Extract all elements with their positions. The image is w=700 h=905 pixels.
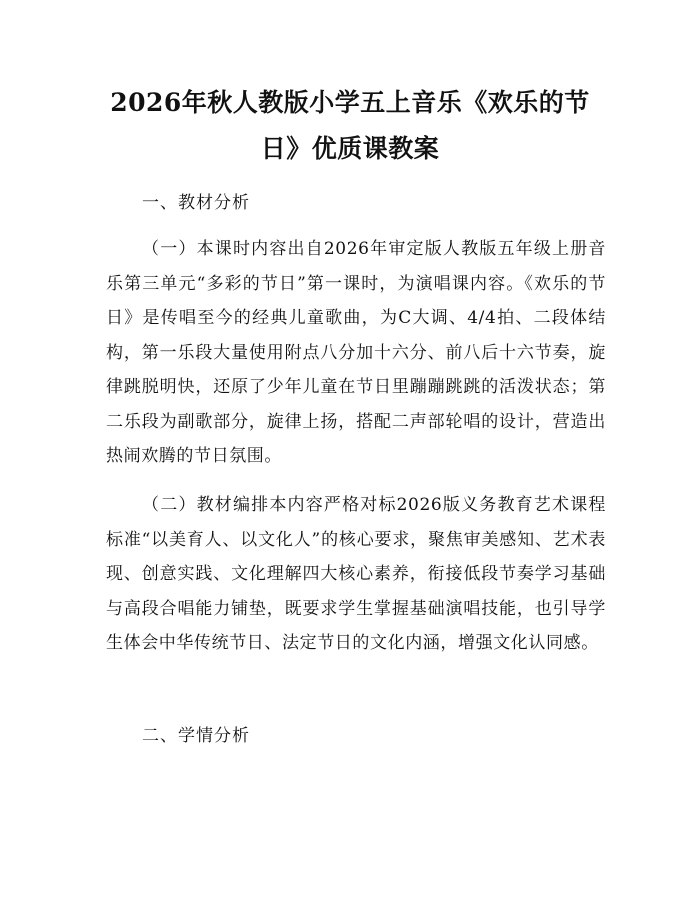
document-title-line-2: 日》优质课教案 <box>260 134 440 163</box>
section-heading-textbook-analysis: 一、教材分析 <box>142 193 250 213</box>
paragraph-curriculum-alignment: （二）教材编排本内容严格对标2026版义务教育艺术课程标准“以美育人、以文化人”的核心要求，聚焦审美感知、艺术表现、创意实践、文化理解四大核心素养，衔接低段节奏学习基础与高段合唱能力铺垫，既要求学生掌握基础演唱技能，也引导学生体会中华传统节日、法定节日的文化内涵，增强文化认同感。 <box>106 495 606 653</box>
section-heading-learner-analysis: 二、学情分析 <box>142 726 250 746</box>
document-title-line-1: 2026年秋人教版小学五上音乐《欢乐的节 <box>110 88 590 117</box>
paragraph-content-source: （一）本课时内容出自2026年审定版人教版五年级上册音乐第三单元“多彩的节日”第一课时，为演唱课内容。《欢乐的节日》是传唱至今的经典儿童歌曲，为C大调、4/4拍、二段体结构，第一乐段大量使用附点八分加十六分、前八后十六节奏，旋律跳脱明快，还原了少年儿童在节日里蹦蹦跳跳的活泼状态；第二乐段为副歌部分，旋律上扬，搭配二声部轮唱的设计，营造出热闹欢腾的节日氛围。 <box>106 239 606 466</box>
